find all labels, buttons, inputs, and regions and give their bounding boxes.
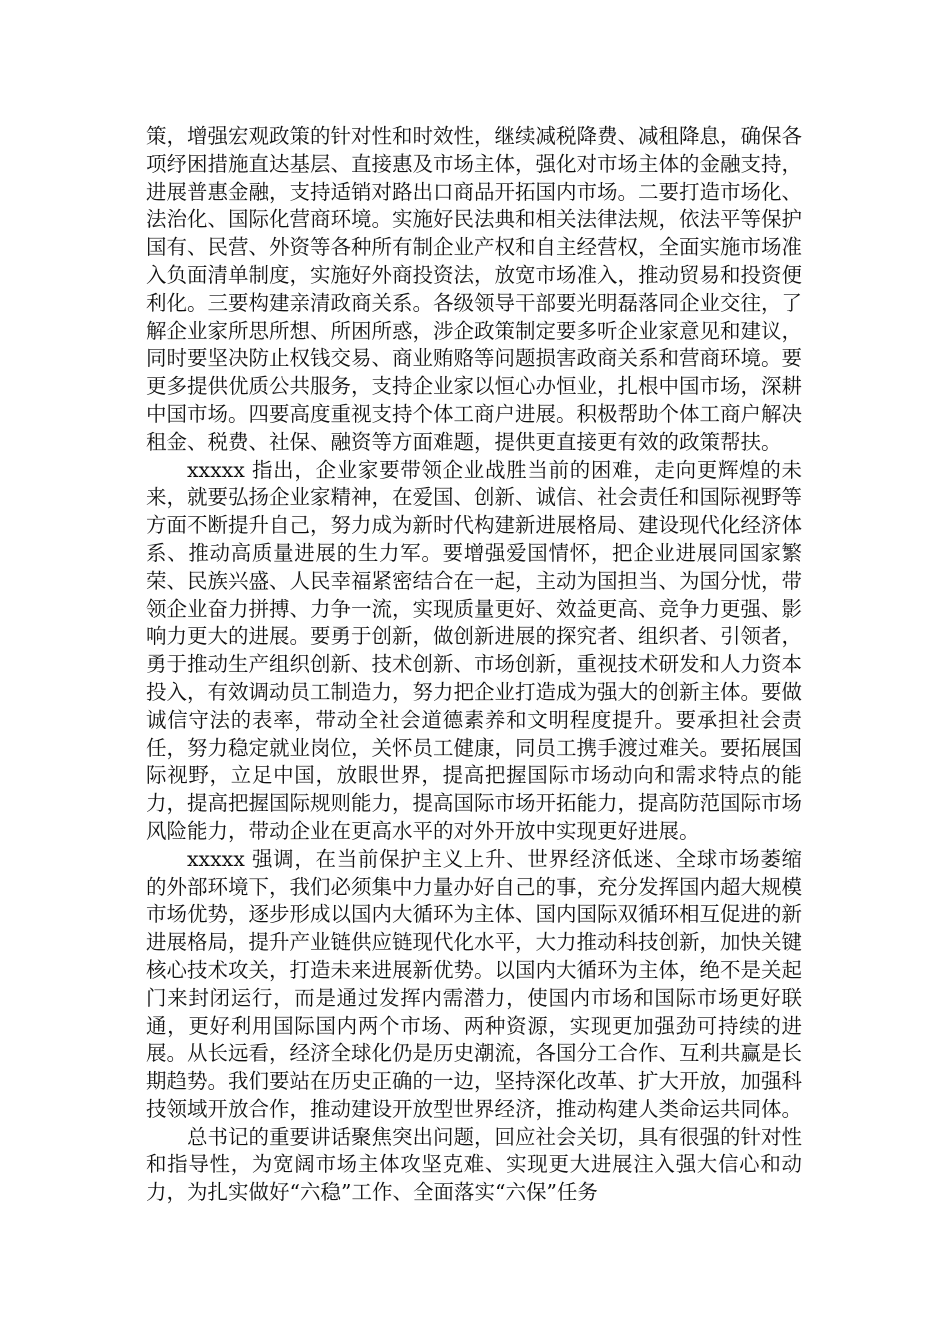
- paragraph-2: xxxxx 指出，企业家要带领企业战胜当前的困难，走向更辉煌的未来，就要弘扬企业家精神，在爱国、创新、诚信、社会责任和国际视野等方面不断提升自己，努力成为新时代构建新进展格局、建设现代化经济体系、推动高质量进展的生力军。要增强爱国情怀，把企业进展同国家繁荣、民族兴盛、人民幸福紧密结合在一起，主动为国担当、为国分忧，带领企业奋力拼搏、力争一流，实现质量更好、效益更高、竞争力更强、影响力更大的进展。要勇于创新，做创新进展的探究者、组织者、引领者，勇于推动生产组织创新、技术创新、市场创新，重视技术研发和人力资本投入，有效调动员工制造力，努力把企业打造成为强大的创新主体。要做诚信守法的表率，带动全社会道德素养和文明程度提升。要承担社会责任，努力稳定就业岗位，关怀员工健康，同员工携手渡过难关。要拓展国际视野，立足中国，放眼世界，提高把握国际市场动向和需求特点的能力，提高把握国际规则能力，提高国际市场开拓能力，提高防范国际市场风险能力，带动企业在更高水平的对外开放中实现更好进展。: [146, 457, 802, 843]
- paragraph-4: 总书记的重要讲话聚焦突出问题，回应社会关切，具有很强的针对性和指导性，为宽阔市场主体攻坚克难、实现更大进展注入强大信心和动力，为扎实做好“六稳”工作、全面落实“六保”任务: [146, 1124, 802, 1205]
- paragraph-3: xxxxx 强调，在当前保护主义上升、世界经济低迷、全球市场萎缩的外部环境下，我们必须集中力量办好自己的事，充分发挥国内超大规模市场优势，逐步形成以国内大循环为主体、国内国际双循环相互促进的新进展格局，提升产业链供应链现代化水平，大力推动科技创新，加快关键核心技术攻关，打造未来进展新优势。以国内大循环为主体，绝不是关起门来封闭运行，而是通过发挥内需潜力，使国内市场和国际市场更好联通，更好利用国际国内两个市场、两种资源，实现更加强劲可持续的进展。从长远看，经济全球化仍是历史潮流，各国分工合作、互利共赢是长期趋势。我们要站在历史正确的一边，坚持深化改革、扩大开放，加强科技领域开放合作，推动建设开放型世界经济，推动构建人类命运共同体。: [146, 846, 802, 1121]
- paragraph-1: 策，增强宏观政策的针对性和时效性，继续减税降费、减租降息，确保各项纾困措施直达基层、直接惠及市场主体，强化对市场主体的金融支持，进展普惠金融，支持适销对路出口商品开拓国内市场。二要打造市场化、法治化、国际化营商环境。实施好民法典和相关法律法规，依法平等保护国有、民营、外资等各种所有制企业产权和自主经营权，全面实施市场准入负面清单制度，实施好外商投资法，放宽市场准入，推动贸易和投资便利化。三要构建亲清政商关系。各级领导干部要光明磊落同企业交往，了解企业家所思所想、所困所惑，涉企政策制定要多听企业家意见和建议，同时要坚决防止权钱交易、商业贿赂等问题损害政商关系和营商环境。要更多提供优质公共服务，支持企业家以恒心办恒业，扎根中国市场，深耕中国市场。四要高度重视支持个体工商户进展。积极帮助个体工商户解决租金、税费、社保、融资等方面难题，提供更直接更有效的政策帮扶。: [146, 124, 802, 454]
- document-page: [146, 123, 802, 1207]
